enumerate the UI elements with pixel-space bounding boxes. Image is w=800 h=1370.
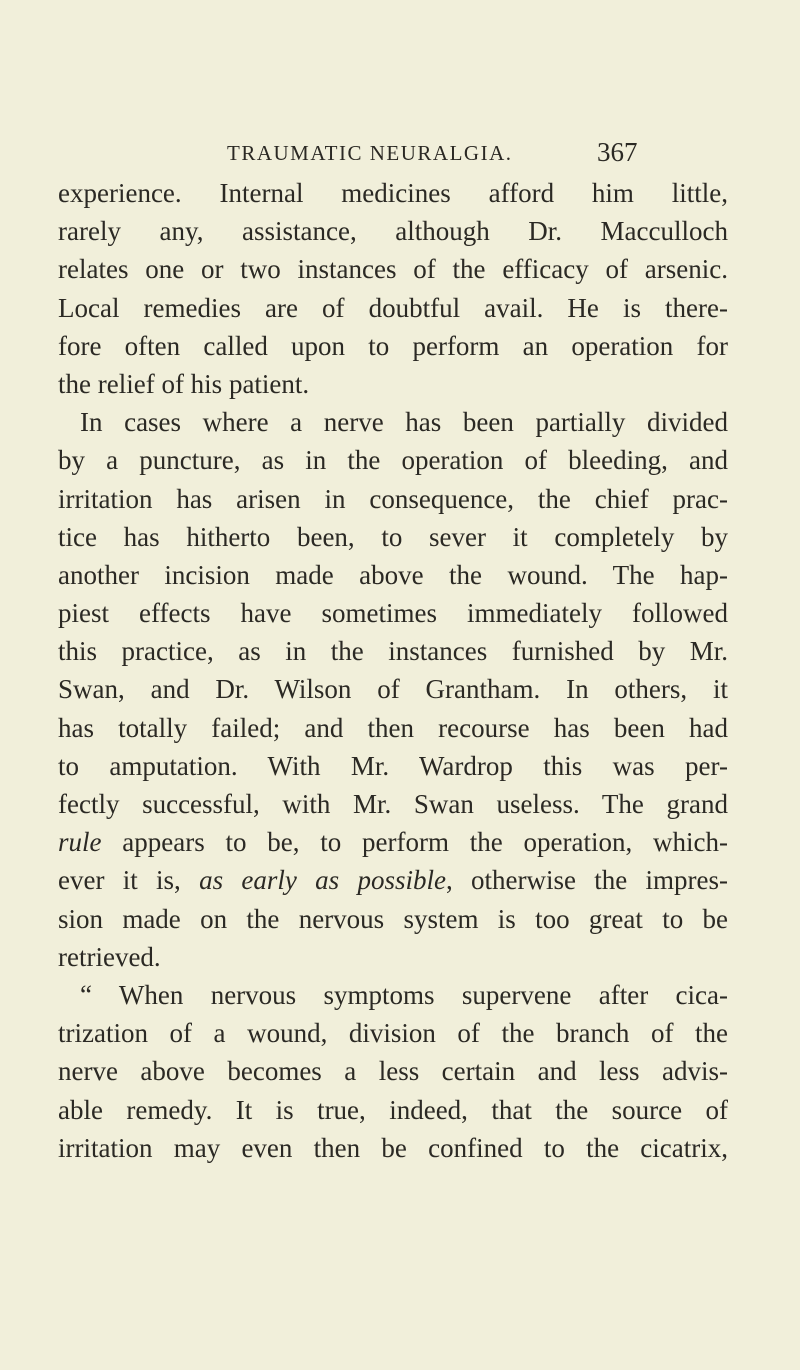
text-line: trization of a wound, division of the branch of the [58,1018,728,1049]
text-line: irritation may even then be confined to the cicatrix, [58,1132,728,1163]
text-line: irritation has arisen in consequence, the chief prac- [58,483,728,514]
text-line: Local remedies are of doubtful avail. He is there- [58,292,728,323]
text-line: rarely any, assistance, although Dr. Macculloch [58,216,728,247]
text-line: experience. Internal medicines afford him little, [58,178,728,208]
text-line: sion made on the nervous system is too great to be [58,903,728,934]
italic-text: as early as possible [199,865,446,896]
page-number: 367 [597,137,638,167]
text-line: the relief of his patient. [58,368,310,399]
text-line: by a puncture, as in the operation of bleeding, and [58,445,728,476]
text-line: piest effects have sometimes immediately followed [58,598,728,629]
text-line: fectly successful, with Mr. Swan useless. The grand [58,789,728,819]
text-line: has totally failed; and then recourse has been had [58,712,728,743]
text-line: tice has hitherto been, to sever it completely by [58,521,728,552]
text-fragment: appears to be, to perform the operation, which- [101,827,728,858]
body-text [58,174,728,1167]
text-line: “ When nervous symptoms supervene after cica- [80,979,728,1010]
text-line: this practice, as in the instances furnished by Mr. [58,636,728,667]
text-line: another incision made above the wound. The hap- [58,559,728,590]
running-head: TRAUMATIC NEURALGIA. [227,141,513,165]
text-line: nerve above becomes a less certain and less advis- [58,1056,728,1087]
text-line: In cases where a nerve has been partially divided [80,407,728,438]
text-line [58,861,728,899]
text-line: relates one or two instances of the efficacy of arsenic. [58,254,728,285]
text-line: to amputation. With Mr. Wardrop this was per- [58,750,728,781]
text-fragment: ever it is, [58,865,200,896]
text-line: retrieved. [58,941,161,972]
page-header [0,137,800,171]
text-line [58,823,728,861]
text-fragment: , otherwise the impres- [445,865,728,896]
italic-text: rule [58,827,102,858]
text-line: fore often called upon to perform an operation for [58,330,728,361]
text-line: able remedy. It is true, indeed, that the source of [58,1094,728,1125]
text-line: Swan, and Dr. Wilson of Grantham. In others, it [58,674,728,705]
